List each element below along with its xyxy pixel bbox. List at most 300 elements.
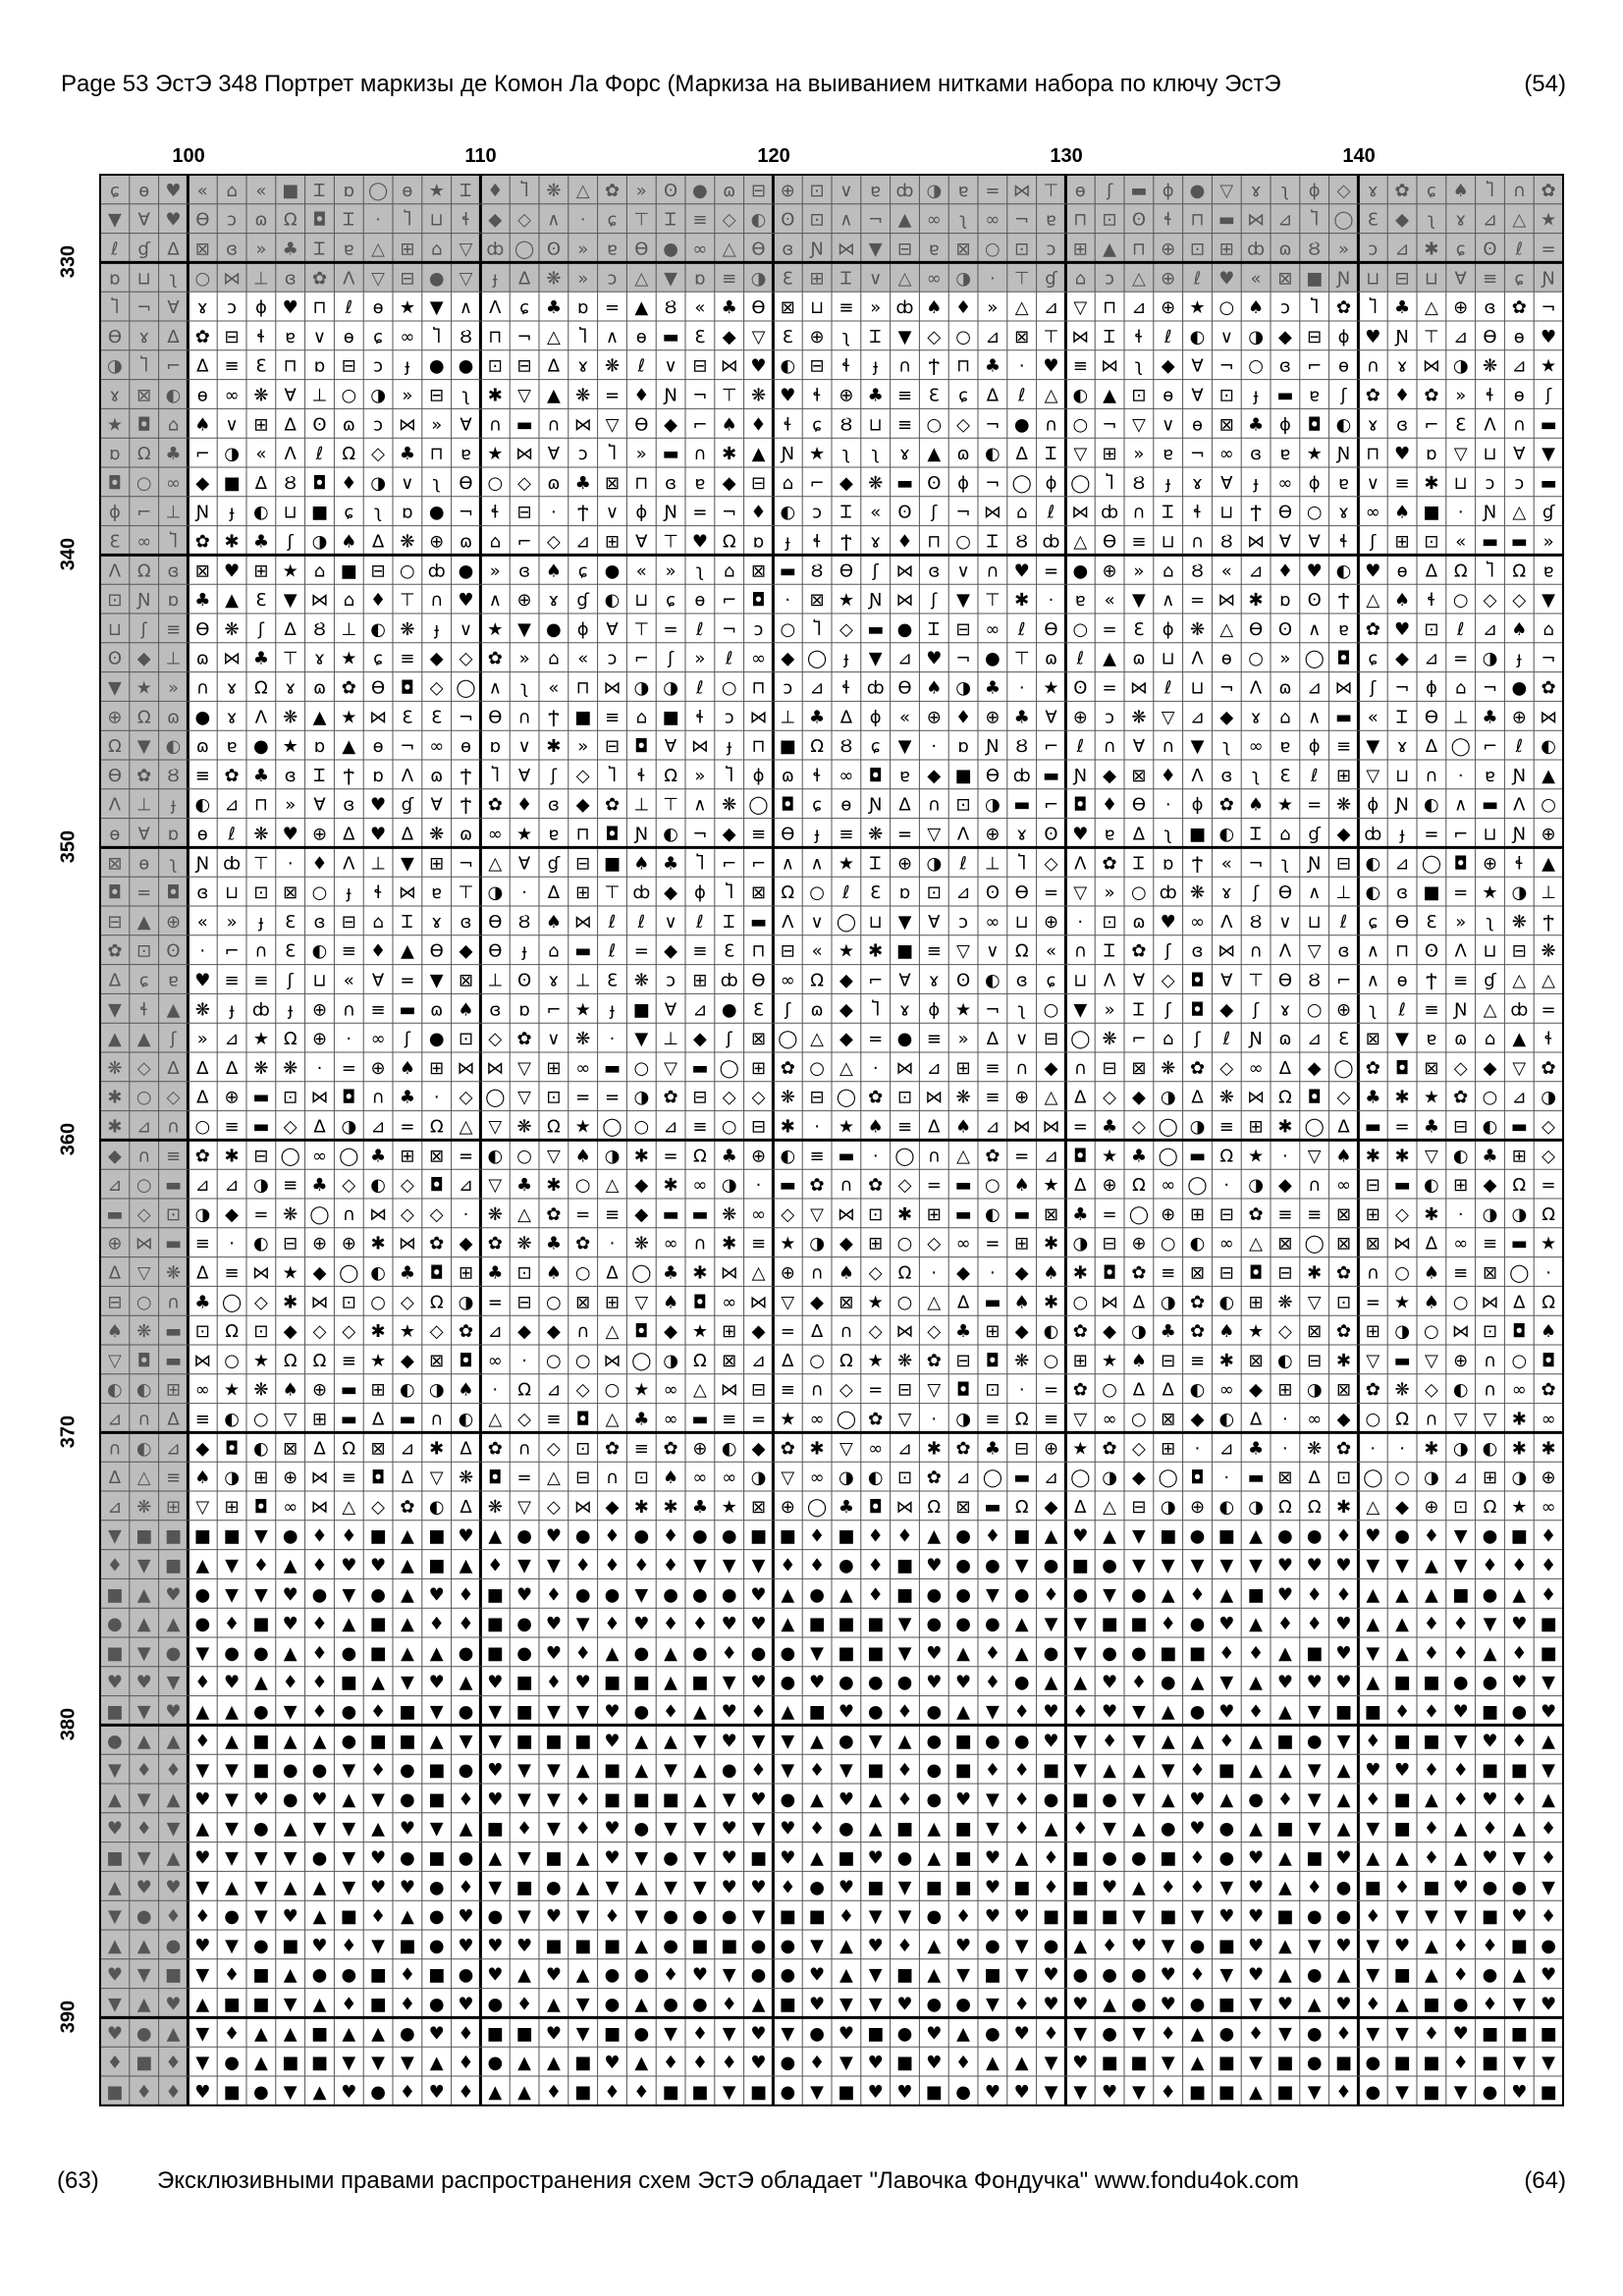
pattern-symbol: ★ xyxy=(399,297,415,319)
pattern-symbol: ɷ xyxy=(1132,911,1146,933)
pattern-symbol: ♦ xyxy=(691,2053,708,2074)
pattern-symbol: ○ xyxy=(194,268,211,290)
pattern-symbol: ∆ xyxy=(313,1438,326,1460)
pattern-symbol: ■ xyxy=(486,1642,504,1664)
pattern-symbol: ★ xyxy=(1248,1321,1265,1343)
pattern-symbol: ♣ xyxy=(252,648,269,669)
pattern-symbol: △ xyxy=(605,1409,620,1430)
pattern-symbol: » xyxy=(987,297,999,319)
pattern-symbol: = xyxy=(1102,677,1117,699)
pattern-symbol: ▼ xyxy=(1219,1877,1234,1898)
pattern-symbol: ▲ xyxy=(1249,1614,1264,1635)
pattern-symbol: ⊓ xyxy=(283,355,298,377)
pattern-symbol: ⋈ xyxy=(749,1292,768,1313)
pattern-symbol: » xyxy=(870,297,882,319)
pattern-symbol: ◆ xyxy=(751,1438,766,1460)
pattern-symbol: ⊞ xyxy=(165,1379,182,1401)
pattern-symbol: ○ xyxy=(341,385,357,406)
pattern-symbol: ★ xyxy=(691,1321,708,1343)
pattern-symbol: ɔ xyxy=(1485,472,1495,494)
pattern-symbol: ▲ xyxy=(1277,1935,1292,1956)
pattern-symbol: ɕ xyxy=(870,736,881,758)
pattern-symbol: ◇ xyxy=(166,1087,181,1108)
pattern-symbol: ▼ xyxy=(225,1935,240,1956)
pattern-symbol: ʅ xyxy=(958,209,968,231)
pattern-symbol: ℓ xyxy=(315,444,324,465)
pattern-symbol: » xyxy=(167,677,180,699)
pattern-symbol: » xyxy=(694,765,706,786)
pattern-symbol: ♠ xyxy=(1335,1146,1352,1167)
pattern-symbol: ɔ xyxy=(1368,239,1379,260)
pattern-symbol: ◑ xyxy=(1482,648,1498,669)
pattern-symbol: ⊥ xyxy=(487,970,504,991)
pattern-symbol: ≡ xyxy=(341,1468,356,1489)
pattern-symbol: « xyxy=(635,561,647,582)
pattern-symbol: ○ xyxy=(516,1146,532,1167)
pattern-symbol: Ɐ xyxy=(1132,736,1146,758)
pattern-symbol: ● xyxy=(400,2023,415,2045)
pattern-symbol: ◯ xyxy=(836,1087,856,1108)
pattern-symbol: ɐ xyxy=(928,239,940,260)
pattern-symbol: ▼ xyxy=(956,590,971,612)
pattern-symbol: ⊔ xyxy=(868,414,883,436)
pattern-symbol: ■ xyxy=(106,1847,124,1869)
pattern-symbol: ■ xyxy=(1423,2081,1440,2103)
pattern-symbol: ◆ xyxy=(810,1292,825,1313)
pattern-symbol: Ȣ xyxy=(1015,736,1028,758)
pattern-symbol: ● xyxy=(604,561,621,582)
pattern-symbol: ♦ xyxy=(1189,1964,1206,1986)
pattern-symbol: ■ xyxy=(1423,882,1440,904)
pattern-symbol: ◘ xyxy=(400,677,415,699)
pattern-symbol: ⊥ xyxy=(780,707,796,728)
pattern-symbol: ⊟ xyxy=(896,239,913,260)
pattern-symbol: ⊞ xyxy=(429,1057,445,1079)
pattern-symbol: ▼ xyxy=(1190,736,1205,758)
pattern-symbol: ♦ xyxy=(867,1584,884,1606)
pattern-symbol: ɔ xyxy=(1279,297,1290,319)
pattern-symbol: ♥ xyxy=(1276,1584,1293,1606)
pattern-symbol: ▼ xyxy=(810,1642,825,1664)
pattern-symbol: ● xyxy=(458,1760,474,1782)
pattern-symbol: ♣ xyxy=(194,590,211,612)
pattern-symbol: ▼ xyxy=(1073,1614,1088,1635)
pattern-symbol: ⋈ xyxy=(1101,355,1119,377)
pattern-symbol: ✱ xyxy=(1365,1146,1380,1167)
pattern-symbol: ■ xyxy=(164,1964,183,1986)
pattern-symbol: ȸ xyxy=(1042,531,1060,553)
pattern-symbol: ɞ xyxy=(284,268,297,290)
pattern-symbol: Ɲ xyxy=(634,824,649,845)
pattern-symbol: ♦ xyxy=(1043,1584,1059,1606)
pattern-symbol: ✱ xyxy=(633,1496,649,1518)
pattern-symbol: ◆ xyxy=(839,970,853,991)
pattern-symbol: ♦ xyxy=(1130,1672,1147,1693)
pattern-symbol: ℓ xyxy=(1163,677,1172,699)
pattern-symbol: Ω xyxy=(1512,1175,1527,1197)
pattern-symbol: ● xyxy=(1482,1584,1498,1606)
pattern-symbol: ✿ xyxy=(458,1321,474,1343)
pattern-symbol: ⊔ xyxy=(1366,268,1380,290)
pattern-symbol: ▼ xyxy=(722,1789,736,1810)
pattern-symbol: ɕ xyxy=(373,326,384,347)
pattern-symbol: ⊡ xyxy=(253,1321,269,1343)
row-number: 330 xyxy=(57,245,80,279)
pattern-symbol: « xyxy=(1045,940,1057,962)
pattern-symbol: ɷ xyxy=(781,765,794,786)
pattern-symbol: ◘ xyxy=(868,1496,883,1518)
pattern-symbol: Ɵ xyxy=(195,209,210,231)
pattern-symbol: ⊞ xyxy=(1218,239,1234,260)
pattern-symbol: » xyxy=(285,794,297,816)
pattern-symbol: ∩ xyxy=(1249,940,1263,962)
pattern-symbol: ■ xyxy=(223,2081,241,2103)
pattern-symbol: ∆ xyxy=(196,1087,209,1108)
pattern-symbol: ● xyxy=(516,1525,532,1547)
pattern-symbol: ♦ xyxy=(1423,1760,1439,1782)
pattern-symbol: ▬ xyxy=(1481,794,1499,816)
pattern-symbol: ¬ xyxy=(722,502,737,523)
pattern-symbol: ● xyxy=(663,239,678,260)
pattern-symbol: ∩ xyxy=(1132,502,1146,523)
pattern-symbol: ⊓ xyxy=(1190,209,1205,231)
pattern-symbol: ♥ xyxy=(545,1614,562,1635)
pattern-symbol: ▼ xyxy=(839,2053,853,2074)
pattern-symbol: ɐ xyxy=(548,824,560,845)
pattern-symbol: ɞ xyxy=(1396,882,1409,904)
pattern-symbol: ⊔ xyxy=(225,882,240,904)
pattern-symbol: ▼ xyxy=(722,2081,736,2103)
pattern-symbol: ¬ xyxy=(955,502,971,523)
pattern-symbol: « xyxy=(343,970,354,991)
pattern-symbol: ≡ xyxy=(194,765,210,786)
pattern-symbol: Ɐ xyxy=(517,765,531,786)
pattern-symbol: ◇ xyxy=(429,1203,444,1225)
pattern-symbol: ▲ xyxy=(1542,1789,1556,1810)
pattern-symbol: ◐ xyxy=(1189,326,1206,347)
pattern-symbol: ♥ xyxy=(106,1672,123,1693)
pattern-symbol: ∞ xyxy=(1453,1233,1469,1255)
pattern-symbol: ▬ xyxy=(1334,707,1353,728)
pattern-symbol: ⊞ xyxy=(1161,1438,1176,1460)
pattern-symbol: ■ xyxy=(1510,1760,1528,1782)
pattern-symbol: ⊞ xyxy=(1394,531,1410,553)
pattern-symbol: ¬ xyxy=(1102,414,1117,436)
pattern-symbol: ◑ xyxy=(633,677,650,699)
pattern-symbol: = xyxy=(1014,1146,1030,1167)
pattern-symbol: ▲ xyxy=(166,999,181,1021)
pattern-symbol: ○ xyxy=(633,1057,650,1079)
pattern-symbol: · xyxy=(1282,1146,1288,1167)
pattern-symbol: ♦ xyxy=(194,1672,211,1693)
pattern-symbol: ♥ xyxy=(1013,2081,1030,2103)
pattern-symbol: « xyxy=(1220,853,1232,875)
pattern-symbol: ● xyxy=(839,1555,854,1576)
pattern-symbol: ⊞ xyxy=(165,1496,182,1518)
pattern-symbol: ▲ xyxy=(927,1847,942,1869)
pattern-symbol: ▲ xyxy=(956,1701,971,1723)
pattern-symbol: ɕ xyxy=(344,502,354,523)
pattern-symbol: ▲ xyxy=(1277,1877,1292,1898)
pattern-symbol: ● xyxy=(1511,1877,1528,1898)
pattern-symbol: ◐ xyxy=(985,444,1001,465)
column-number: 130 xyxy=(1050,145,1083,167)
pattern-symbol: ♣ xyxy=(838,1496,854,1518)
pattern-symbol: ○ xyxy=(370,1292,386,1313)
pattern-symbol: ♦ xyxy=(1541,1584,1557,1606)
pattern-symbol: ▲ xyxy=(195,1555,210,1576)
pattern-symbol: ◇ xyxy=(517,209,532,231)
pattern-symbol: ≡ xyxy=(370,999,386,1021)
pattern-symbol: ◇ xyxy=(517,472,532,494)
pattern-symbol: ♦ xyxy=(574,1555,591,1576)
pattern-symbol: ★ xyxy=(955,999,972,1021)
pattern-symbol: ▼ xyxy=(342,1847,356,1869)
pattern-symbol: Ω xyxy=(839,1350,853,1371)
pattern-symbol: ● xyxy=(721,999,737,1021)
pattern-symbol: ▽ xyxy=(1307,1146,1322,1167)
pattern-symbol: ▲ xyxy=(1277,1964,1292,1986)
pattern-symbol: ● xyxy=(896,1672,913,1693)
pattern-symbol: ⊿ xyxy=(165,1438,182,1460)
pattern-symbol: ■ xyxy=(1217,1994,1235,2015)
pattern-symbol: ℓ xyxy=(696,911,704,933)
pattern-symbol: ▽ xyxy=(1073,1409,1088,1430)
pattern-symbol: ▲ xyxy=(459,1555,473,1576)
pattern-symbol: = xyxy=(868,1029,884,1050)
pattern-symbol: ■ xyxy=(954,1877,972,1898)
pattern-symbol: ▬ xyxy=(779,1175,796,1197)
pattern-symbol: Ɐ xyxy=(898,970,911,991)
pattern-symbol: Ɲ xyxy=(195,853,210,875)
pattern-symbol: ∩ xyxy=(1162,736,1175,758)
pattern-symbol: ♦ xyxy=(1365,1789,1381,1810)
pattern-symbol: ▼ xyxy=(810,1935,825,1956)
pattern-symbol: ʃ xyxy=(1194,1029,1201,1050)
pattern-symbol: ♥ xyxy=(1482,1789,1498,1810)
pattern-symbol: ▬ xyxy=(1217,209,1235,231)
pattern-symbol: ○ xyxy=(135,472,152,494)
pattern-symbol: ✿ xyxy=(1102,853,1117,875)
pattern-symbol: ∆ xyxy=(196,355,209,377)
pattern-symbol: ⋈ xyxy=(223,648,242,669)
pattern-symbol: ȸ xyxy=(720,970,738,991)
pattern-symbol: ♦ xyxy=(1423,2023,1439,2045)
pattern-symbol: ▬ xyxy=(1276,385,1294,406)
pattern-symbol: Ꮖ xyxy=(460,180,472,201)
pattern-symbol: △ xyxy=(1249,1233,1264,1255)
pattern-symbol: ■ xyxy=(1013,1877,1031,1898)
pattern-symbol: ♦ xyxy=(663,1555,679,1576)
pattern-symbol: ∩ xyxy=(488,414,502,436)
pattern-symbol: ⊞ xyxy=(750,1057,767,1079)
pattern-symbol: ▲ xyxy=(400,1584,414,1606)
pattern-symbol: ⊿ xyxy=(692,999,708,1021)
pattern-symbol: Ⴈ xyxy=(520,180,529,201)
pattern-symbol: ✿ xyxy=(663,1438,678,1460)
pattern-symbol: Ʌ xyxy=(254,707,268,728)
pattern-symbol: Ꮖ xyxy=(986,531,999,553)
pattern-symbol: ▲ xyxy=(927,1935,942,1956)
pattern-symbol: ▼ xyxy=(1014,1935,1029,1956)
pattern-symbol: ɐ xyxy=(607,239,618,260)
pattern-symbol: = xyxy=(926,1175,942,1197)
pattern-symbol: ♦ xyxy=(1394,385,1411,406)
pattern-symbol: ✿ xyxy=(194,531,210,553)
pattern-symbol: ○ xyxy=(896,1233,913,1255)
pattern-symbol: ❋ xyxy=(253,1057,269,1079)
pattern-symbol: ♥ xyxy=(545,2023,562,2045)
pattern-symbol: ▽ xyxy=(634,1292,649,1313)
pattern-symbol: ⊔ xyxy=(868,911,883,933)
pattern-symbol: ▲ xyxy=(1512,1029,1527,1050)
pattern-symbol: ɔ xyxy=(227,297,238,319)
pattern-symbol: ▽ xyxy=(1219,180,1234,201)
pattern-symbol: ✱ xyxy=(1394,1087,1410,1108)
pattern-symbol: ⋈ xyxy=(925,1087,944,1108)
pattern-symbol: ♥ xyxy=(780,1847,796,1869)
pattern-symbol: ▼ xyxy=(1161,1760,1175,1782)
pattern-symbol: ∞ xyxy=(1102,1409,1117,1430)
pattern-symbol: ▼ xyxy=(1190,1906,1205,1928)
pattern-symbol: ◑ xyxy=(721,1175,737,1197)
pattern-symbol: ♥ xyxy=(311,1789,328,1810)
pattern-symbol: ϕ xyxy=(1308,472,1321,494)
pattern-symbol: » xyxy=(1133,444,1145,465)
pattern-symbol: ∩ xyxy=(254,940,268,962)
pattern-symbol: ■ xyxy=(603,1935,622,1956)
pattern-symbol: ♦ xyxy=(1072,1818,1089,1840)
pattern-symbol: ⊕ xyxy=(780,1262,795,1284)
pattern-symbol: ◘ xyxy=(429,1262,444,1284)
pattern-symbol: ▼ xyxy=(488,1877,503,1898)
pattern-symbol: ≡ xyxy=(896,1116,913,1138)
pattern-symbol: ■ xyxy=(867,1760,885,1782)
pattern-symbol: ≡ xyxy=(283,1175,298,1197)
pattern-symbol: ♥ xyxy=(1218,268,1235,290)
pattern-symbol: ■ xyxy=(252,1731,270,1752)
pattern-symbol: Ⴈ xyxy=(491,765,500,786)
pattern-symbol: ♥ xyxy=(633,1614,650,1635)
pattern-symbol: ∆ xyxy=(1132,1292,1145,1313)
pattern-symbol: ɟ xyxy=(609,999,616,1021)
pattern-symbol: · xyxy=(229,1233,235,1255)
pattern-symbol: ⊥ xyxy=(985,853,1001,875)
pattern-symbol: ♥ xyxy=(1102,1877,1118,1898)
pattern-symbol: ♦ xyxy=(1452,1789,1469,1810)
pattern-symbol: ♥ xyxy=(1541,1964,1557,1986)
pattern-symbol: ⊕ xyxy=(1102,1175,1117,1197)
pattern-symbol: ⊠ xyxy=(575,1292,591,1313)
pattern-symbol: ∩ xyxy=(605,1468,620,1489)
pattern-symbol: ♥ xyxy=(721,1731,737,1752)
pattern-symbol: ⊡ xyxy=(1189,239,1206,260)
pattern-symbol: Ω xyxy=(1014,940,1029,962)
pattern-symbol: ■ xyxy=(1540,2081,1557,2103)
pattern-symbol: ▬ xyxy=(662,1203,679,1225)
pattern-symbol: ♦ xyxy=(809,1525,826,1547)
pattern-symbol: ◑ xyxy=(311,531,328,553)
pattern-symbol: ⊡ xyxy=(1424,618,1439,640)
pattern-symbol: ▲ xyxy=(1103,1760,1117,1782)
pattern-symbol: ❋ xyxy=(1102,1029,1117,1050)
pattern-symbol: ○ xyxy=(1160,1233,1176,1255)
pattern-symbol: ♦ xyxy=(867,1555,884,1576)
pattern-symbol: ▼ xyxy=(1542,1672,1556,1693)
pattern-symbol: ♥ xyxy=(487,1935,504,1956)
pattern-symbol: ● xyxy=(985,648,1001,669)
pattern-symbol: ⊕ xyxy=(341,1233,356,1255)
pattern-symbol: ▽ xyxy=(1366,765,1380,786)
pattern-symbol: ■ xyxy=(838,1642,855,1664)
pattern-symbol: ʅ xyxy=(841,326,851,347)
pattern-symbol: ◆ xyxy=(136,648,151,669)
pattern-symbol: ⊕ xyxy=(839,385,854,406)
pattern-symbol: ● xyxy=(253,1701,269,1723)
pattern-symbol: ⊞ xyxy=(985,1321,1001,1343)
pattern-symbol: ♦ xyxy=(780,1877,796,1898)
pattern-symbol: ○ xyxy=(1043,1350,1059,1371)
pattern-symbol: ⋈ xyxy=(749,707,768,728)
pattern-symbol: ▽ xyxy=(664,1057,678,1079)
pattern-symbol: ♦ xyxy=(604,1614,621,1635)
pattern-symbol: ★ xyxy=(1102,1146,1118,1167)
pattern-symbol: ¬ xyxy=(516,326,532,347)
pattern-symbol: ■ xyxy=(1423,1994,1440,2015)
pattern-symbol: ♥ xyxy=(1248,1964,1265,1986)
pattern-symbol: ◑ xyxy=(1452,355,1469,377)
pattern-symbol: ▲ xyxy=(283,1964,298,1986)
pattern-symbol: ♦ xyxy=(106,1555,123,1576)
pattern-symbol: ● xyxy=(311,1760,328,1782)
pattern-symbol: Ȣ xyxy=(167,765,180,786)
pattern-symbol: ♥ xyxy=(370,824,387,845)
pattern-symbol: △ xyxy=(1512,970,1527,991)
pattern-symbol: Ʌ xyxy=(1278,940,1292,962)
pattern-symbol: ▲ xyxy=(1073,1672,1088,1693)
pattern-symbol: ◇ xyxy=(342,1321,356,1343)
pattern-symbol: ✱ xyxy=(692,1262,708,1284)
pattern-symbol: ɞ xyxy=(1278,355,1291,377)
pattern-symbol: = xyxy=(1424,824,1439,845)
pattern-symbol: ¬ xyxy=(1014,209,1030,231)
pattern-symbol: ● xyxy=(780,1642,796,1664)
pattern-symbol: ◑ xyxy=(224,1468,240,1489)
pattern-symbol: ▼ xyxy=(1014,1964,1029,1986)
pattern-symbol: Ϯ xyxy=(1250,502,1262,523)
pattern-symbol: ⊞ xyxy=(1189,1203,1206,1225)
pattern-symbol: ⌐ xyxy=(633,648,649,669)
pattern-symbol: Ω xyxy=(1278,1496,1292,1518)
pattern-symbol: ∩ xyxy=(1483,1350,1497,1371)
pattern-symbol: ◯ xyxy=(1363,1468,1383,1489)
pattern-symbol: ɵ xyxy=(138,853,150,875)
pattern-symbol: ▲ xyxy=(1249,1731,1264,1752)
pattern-symbol: ✿ xyxy=(604,794,621,816)
pattern-symbol: ⊟ xyxy=(429,385,445,406)
pattern-symbol: ★ xyxy=(1511,1496,1528,1518)
pattern-symbol: ∧ xyxy=(547,209,561,231)
pattern-symbol: ≡ xyxy=(341,940,356,962)
pattern-symbol: Ϯ xyxy=(1192,853,1203,875)
pattern-symbol: ▲ xyxy=(1103,239,1117,260)
pattern-symbol: = xyxy=(458,1146,474,1167)
pattern-symbol: ▲ xyxy=(1424,1935,1438,1956)
pattern-symbol: ⊤ xyxy=(663,531,678,553)
pattern-symbol: ◑ xyxy=(1511,1468,1528,1489)
pattern-symbol: ❋ xyxy=(896,1350,913,1371)
pattern-symbol: ◘ xyxy=(1336,648,1351,669)
